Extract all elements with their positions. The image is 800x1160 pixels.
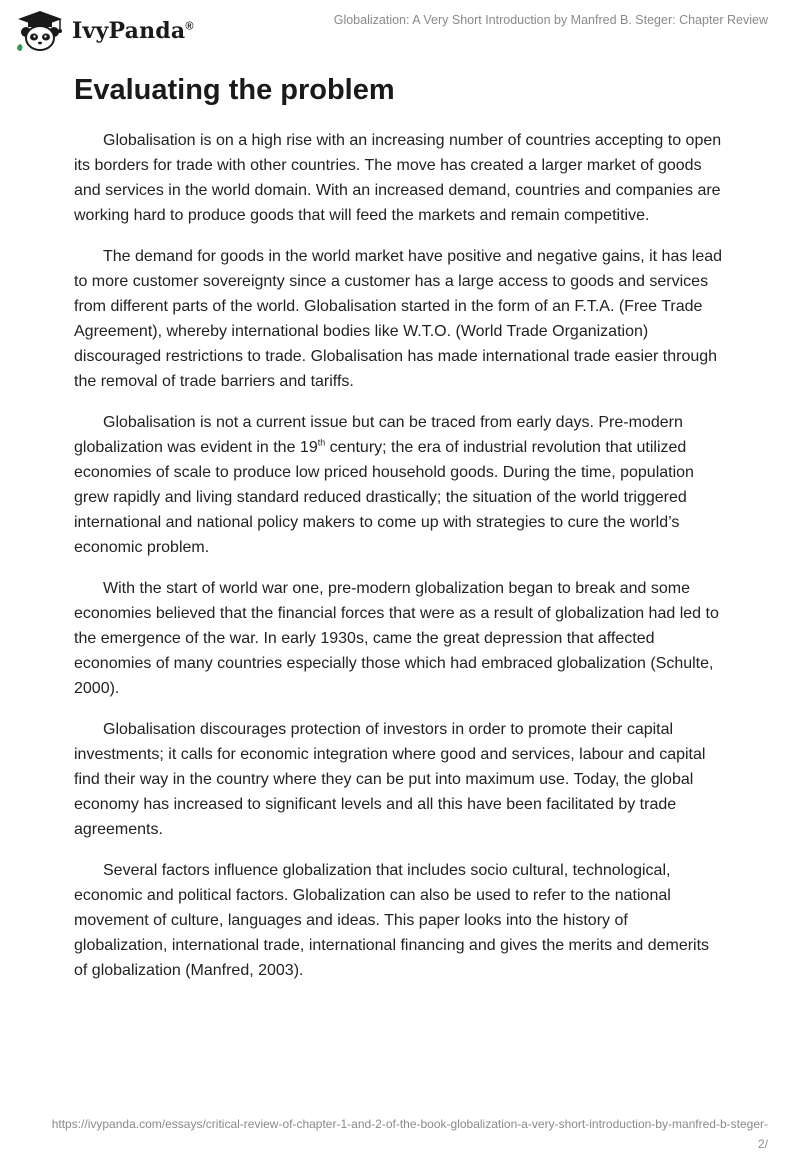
paragraph-4: With the start of world war one, pre-modern globalization began to break and some economies believed that the financial forces that were as a result of globalization had led to the emergence of the war. In early 1930s, came the great depression that affected economies of many countries especially those which had embraced globalization (Schulte, 2000). [74,580,719,697]
paragraph-1: Globalisation is on a high rise with an increasing number of countries accepting to open its borders for trade with other countries. The move has created a larger market of goods and services in the world domain. With an increased demand, countries and companies are working hard to produce goods that will feed the markets and remain competitive. [74,132,722,224]
paragraph-3 [74,410,724,560]
panda-graduate-icon [14,10,66,52]
page-header [0,0,800,60]
section-heading: Evaluating the problem [74,74,395,106]
paragraph-6: Several factors influence globalization that includes socio cultural, technological, economic and political factors. Globalization can also be used to refer to the national movement of culture, languages and ideas. This paper looks into the history of globalization, international trade, international financing and gives the merits and demerits of globalization (Manfred, 2003). [74,862,710,979]
registered-mark: ® [185,20,194,33]
article-body [74,70,724,999]
paragraph-5: Globalisation discourages protection of investors in order to promote their capital investments; it calls for economic integration where good and services, labour and capital find their way in the country where they can be put into maximum use. Today, the global economy has increased to significant levels and all this have been facilitated by trade agreements. [74,721,706,838]
paragraph-2: The demand for goods in the world market have positive and negative gains, it has lead to more customer sovereignty since a customer has a large access to goods and services from different parts of the world. Globalisation started in the form of an F.T.A. (Free Trade Agreement), whereby international bodies like W.T.O. (World Trade Organization) discouraged restrictions to trade. Globalisation has made international trade easier through the removal of trade barriers and tariffs. [74,248,723,390]
brand-name: IvyPanda® [72,18,194,44]
brand-logo[interactable] [14,10,194,52]
paragraph-3-part-a: Globalisation is not a current issue but can be traced from early days. Pre-modern globalization was evident in the 19 [74,414,683,456]
source-url[interactable]: https://ivypanda.com/essays/critical-review-of-chapter-1-and-2-of-the-book-globalization-a-very-short-introduction-by-manfred-b-steger-2/ [51,1117,768,1151]
paragraph-3-part-b: century; the era of industrial revolution that utilized economies of scale to produce low priced household goods. During the time, population grew rapidly and living standard reduced drastically; the situation of the world triggered international and national policy makers to come up with strategies to cure the world’s economic problem. [74,439,694,556]
document-title: Globalization: A Very Short Introduction by Manfred B. Steger: Chapter Review [333,13,768,27]
ordinal-superscript: th [317,437,326,448]
